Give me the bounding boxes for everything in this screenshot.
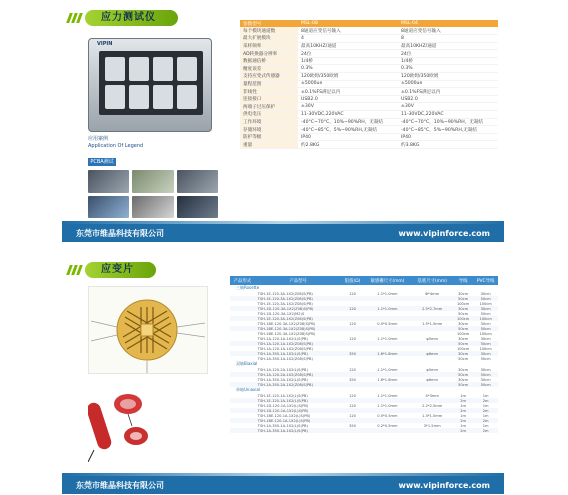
device-channel-panel — [99, 51, 203, 115]
spec-header: MSL-08 — [298, 20, 398, 27]
product-cell: 4*3mm — [425, 393, 439, 398]
product-cell: 100cm — [473, 316, 498, 321]
spec-value: ±5000ue — [298, 80, 398, 88]
product-cell: 120 — [349, 393, 356, 398]
product-model: TSH-1A-350-1A-1X2(L)S(PB) — [257, 423, 308, 428]
product-cell: 1.6*1.8mm — [377, 377, 398, 382]
product-model: TSH-1A-120-1A-1X2(Z08)S(PB) — [257, 346, 313, 351]
spec-value: 最高10KHZ/通道 — [398, 42, 498, 50]
rosette-gauge-illustration — [89, 287, 207, 373]
product-model: TSH-1A-120-1A-1X2(L)S(PB) — [257, 336, 308, 341]
spec-value: 1/4桥 — [398, 57, 498, 65]
product-cell: 30cm — [458, 367, 469, 372]
spec-param: 支持应变式传感器 — [240, 73, 298, 81]
spec-value: 约2.8KG — [298, 141, 398, 149]
spec-param: 最大扩展模块 — [240, 35, 298, 43]
product-cell: 1m — [482, 413, 489, 418]
product-cell: 1.3*1.5mm — [422, 413, 443, 418]
spec-param: 每个模块通道数 — [240, 27, 298, 35]
product-cell: 120 — [349, 403, 356, 408]
product-model: TSH-1BE-120-3A-1X2(Z08)S(PB) — [257, 331, 316, 336]
product-table-header: 敏感栅尺寸(mm) — [363, 276, 411, 285]
product-table-header: 产品形式 — [230, 276, 255, 285]
product-cell: 1.1*1.0mm — [377, 336, 398, 341]
product-cell: 50cm — [473, 326, 498, 331]
application-label-cn: 应用案例 — [88, 136, 109, 142]
product-cell: 2.5*2.7mm — [411, 306, 453, 311]
product-cell: 1.1*1.0mm — [377, 393, 398, 398]
product-cell — [342, 428, 364, 433]
spec-value: 0.3% — [298, 65, 398, 73]
product-cell: 50cm — [473, 382, 498, 387]
spec-value: 8通道应变信号输入 — [398, 27, 498, 35]
spec-row — [240, 50, 498, 58]
product-model: TSH-1D-120-3A-1X2(Z08)S(PB) — [255, 306, 342, 311]
spec-value: ±30V — [398, 103, 498, 111]
product-model: TSH-1BE-120-3A-1X2(Z08)S(PB) — [257, 321, 316, 326]
product-cell: 120 — [349, 291, 356, 296]
product-model: TSH-1BE-120-3A-1X2(Z08)S(PB) — [255, 326, 342, 331]
product-cell: 30cm — [480, 367, 491, 372]
product-model: TSH-1E-120-1A-1X2(L)S(PB) — [257, 393, 308, 398]
spec-value: 4 — [298, 35, 398, 43]
product-cell: 1.1*1.0mm — [377, 367, 398, 372]
footer-bar — [62, 224, 504, 242]
application-photo — [132, 170, 173, 193]
product-cell: 0.2*0.5mm — [377, 423, 398, 428]
product-cell: 50cm — [480, 311, 491, 316]
spec-value: 120欧姆/350欧姆 — [398, 73, 498, 81]
spec-row — [240, 42, 498, 50]
product-cell: φ5mm — [426, 336, 439, 341]
product-cell: 30cm — [473, 306, 498, 311]
product-model: TSH-1BE-120-1A-1X2(L)S(PB) — [255, 418, 342, 423]
rosette-gauge-image — [88, 286, 208, 374]
spec-value: 8 — [398, 35, 498, 43]
pcba-test-tag: PCBA测试 — [88, 158, 116, 166]
section-title: 应变片 — [85, 262, 156, 278]
product-cell: 2m — [453, 418, 473, 423]
product-table-header: 阻值(Ω) — [342, 276, 364, 285]
product-cell: 0.5*0.5mm — [377, 413, 398, 418]
product-cell: 1.1*1.0mm — [363, 306, 411, 311]
device-logo: VIPIN — [97, 41, 113, 47]
product-cell: 120 — [349, 321, 356, 326]
spec-param: 连接接口 — [240, 95, 298, 103]
product-cell: 120 — [349, 367, 356, 372]
product-model: TSH-1E-120-1A-1X2(L)S(PB) — [255, 398, 342, 403]
section-title-bar — [68, 10, 178, 26]
spec-value: USB2.0 — [398, 95, 498, 103]
product-cell: 100cm — [479, 301, 492, 306]
spec-param: 量程范围 — [240, 80, 298, 88]
product-cell: 120 — [342, 306, 364, 311]
product-cell: Φ*4mm — [425, 291, 440, 296]
spec-value: 8通道应变信号输入 — [298, 27, 398, 35]
spec-row — [240, 133, 498, 141]
section-title-bar — [68, 262, 156, 278]
spec-header: MSL-04 — [398, 20, 498, 27]
product-model: TSH-1A-350-1A-1X2(L)S(PB) — [255, 428, 342, 433]
product-cell: 100cm — [456, 346, 470, 351]
product-cell: 2.2*2.5mm — [422, 403, 443, 408]
product-model: TSH-1A-120-1A-1X2(Z08)S(PB) — [255, 341, 342, 346]
company-name: 东莞市维晶科技有限公司 — [76, 480, 164, 490]
product-cell: 2m — [453, 428, 473, 433]
spec-param: 精度误差 — [240, 65, 298, 73]
cylindrical-gauge-image — [88, 382, 158, 462]
product-cell: 1m — [460, 423, 467, 428]
product-cell: 350 — [349, 377, 356, 382]
spec-value: ±0.1%FS满足以内 — [398, 88, 498, 96]
product-cell: 30cm — [453, 351, 473, 356]
product-table-header: 产品型号 — [255, 276, 342, 285]
product-cell: 100cm — [453, 316, 473, 321]
spec-value: IP40 — [398, 133, 498, 141]
spec-row — [240, 80, 498, 88]
product-cell: 30cm — [480, 321, 491, 326]
application-photos — [88, 170, 218, 218]
product-cell: 30cm — [480, 336, 491, 341]
product-cell: 350 — [349, 423, 356, 428]
product-cell: 30cm — [458, 336, 469, 341]
spec-row — [240, 111, 498, 119]
spec-param: 供电电压 — [240, 111, 298, 119]
product-cell: 0.5*0.5mm — [377, 321, 398, 326]
website-link[interactable]: www.vipinforce.com — [398, 228, 490, 238]
spec-value: 最高10KHZ/通道 — [298, 42, 398, 50]
product-cell: 30cm — [473, 351, 498, 356]
spec-value: IP40 — [298, 133, 398, 141]
spec-table — [240, 20, 498, 149]
product-model: TSH-1D-120-1A-1X2(L)S(PB) — [257, 403, 309, 408]
title-decoration — [68, 265, 81, 275]
product-cell — [411, 428, 453, 433]
spec-value: 120欧姆/350欧姆 — [298, 73, 398, 81]
product-category: 单轴Uniaxial — [236, 387, 261, 392]
product-cell: 50cm — [480, 356, 491, 361]
product-cell: 100cm — [456, 301, 470, 306]
spec-param: 存储环境 — [240, 126, 298, 134]
spec-row — [240, 88, 498, 96]
product-model: TSH-1BE-120-1A-1X2(L)S(PB) — [257, 413, 311, 418]
product-model: TSH-1E-120-3A-1X2(Z08)S(PB) — [255, 296, 342, 301]
spec-param: 采样频率 — [240, 42, 298, 50]
product-category: 三轴Rosette — [236, 285, 260, 290]
application-photo — [132, 196, 173, 219]
spec-row — [240, 27, 498, 35]
product-cell: 100cm — [456, 331, 470, 336]
application-photo — [177, 196, 218, 219]
product-cell: 1m — [482, 423, 489, 428]
product-cell: 50cm — [458, 356, 469, 361]
product-cell: 120 — [349, 413, 356, 418]
spec-header: 参数型号 — [240, 20, 298, 27]
spec-value: 24位 — [398, 50, 498, 58]
product-cell: φ6mm — [411, 351, 453, 356]
section-title: 应力测试仪 — [85, 10, 178, 26]
product-cell: 50cm — [453, 341, 473, 346]
product-cell: 50cm — [453, 382, 473, 387]
footer-bar — [62, 476, 504, 494]
product-cell: 50cm — [473, 296, 498, 301]
product-model: TSH-1E-120-3A-1X2(Z08)S(PB) — [257, 291, 313, 296]
product-cell: 1m — [460, 413, 467, 418]
spec-value: 0.3% — [398, 65, 498, 73]
spec-value: 约3.8KG — [398, 141, 498, 149]
product-cell: φ5mm — [426, 367, 439, 372]
product-cell: 2m — [473, 408, 498, 413]
product-cell: 1m — [482, 393, 489, 398]
spec-row — [240, 141, 498, 149]
spec-value: 1/4桥 — [298, 57, 398, 65]
spec-param: 数据通信桥 — [240, 57, 298, 65]
product-cell: 350 — [342, 351, 364, 356]
product-cell: 30cm — [458, 291, 469, 296]
spec-row — [240, 126, 498, 134]
product-model: TSH-1D-120-1A-1X2(L)S(PB) — [255, 408, 342, 413]
spec-param: 防护等级 — [240, 133, 298, 141]
spec-value: ±5000ue — [398, 80, 498, 88]
spec-param: 重量 — [240, 141, 298, 149]
application-photo — [88, 170, 129, 193]
product-form-cell — [230, 428, 255, 433]
product-table — [230, 276, 498, 433]
product-cell: 30cm — [480, 291, 491, 296]
product-cell: 30cm — [453, 306, 473, 311]
spec-row — [240, 95, 498, 103]
product-cell: 2m — [473, 418, 498, 423]
product-cell: 2m — [473, 398, 498, 403]
product-model: TSH-1A-350-1A-1X2(Z08)S(PB) — [257, 356, 313, 361]
product-cell: 30cm — [458, 377, 469, 382]
spec-value: 11-30VDC,220VAC — [398, 111, 498, 119]
spec-param: AD转换器分辨率 — [240, 50, 298, 58]
spec-row — [240, 118, 498, 126]
product-cell: 50cm — [473, 341, 498, 346]
product-category: 双轴Biaxial — [236, 361, 258, 366]
spec-value: 24位 — [298, 50, 398, 58]
product-cell: 50cm — [453, 326, 473, 331]
spec-row — [240, 57, 498, 65]
product-cell: 50cm — [453, 296, 473, 301]
product-cell: 1m — [460, 403, 467, 408]
spec-row — [240, 65, 498, 73]
product-cell: 1.6*1.8mm — [363, 351, 411, 356]
product-cell: 1m — [460, 393, 467, 398]
product-table-header: 导线 — [453, 276, 473, 285]
product-cell: 100cm — [479, 346, 492, 351]
product-table-header: 基底尺寸(mm) — [411, 276, 453, 285]
product-cell: 2m — [453, 408, 473, 413]
spec-value: 11-30VDC,220VAC — [298, 111, 398, 119]
product-model: TSH-1A-120-2A-1X2(L)S(PB) — [257, 367, 308, 372]
strain-gauge-panel — [62, 258, 504, 494]
product-cell: 1m — [482, 403, 489, 408]
product-cell: 120 — [349, 336, 356, 341]
product-model: TSH-1A-120-2A-1X2(Z08)S(PB) — [255, 372, 342, 377]
spec-param: 非线性 — [240, 88, 298, 96]
stress-tester-panel — [62, 6, 504, 242]
product-table-header: PVC导线 — [473, 276, 498, 285]
website-link[interactable]: www.vipinforce.com — [398, 480, 490, 490]
spec-value: USB2.0 — [298, 95, 398, 103]
spec-row — [240, 73, 498, 81]
product-cell: 1.1*1.0mm — [377, 403, 398, 408]
title-decoration — [68, 13, 81, 23]
spec-value: -40°C~70°C，10%~90%RH，无凝结 — [398, 118, 498, 126]
application-label — [88, 136, 143, 150]
spec-value: -40°C~70°C，10%~90%RH，无凝结 — [298, 118, 398, 126]
product-cell: 1.5*1.5mm — [422, 321, 443, 326]
spec-value: ±0.1%FS满足以内 — [298, 88, 398, 96]
spec-param: 两端子过压保护 — [240, 103, 298, 111]
product-cell: 30cm — [480, 377, 491, 382]
product-model: TSH-1E-120-3A-1X2(Z08)S(PB) — [257, 301, 313, 306]
product-cell: 1.1*1.0mm — [377, 291, 398, 296]
spec-value: -40°C~85°C，5%~90%RH,无凝结 — [398, 126, 498, 134]
application-label-en: Application Of Legend — [88, 143, 144, 149]
spec-row — [240, 103, 498, 111]
product-cell: 50cm — [473, 372, 498, 377]
product-cell: 50cm — [453, 372, 473, 377]
product-cell: 3*1.5mm — [423, 423, 441, 428]
product-model: TSH-1A-350-1A-1X2(L)S(PB) — [255, 351, 342, 356]
cylindrical-gauge-illustration — [88, 382, 158, 462]
product-cell: φ6mm — [426, 377, 439, 382]
product-cell: 100cm — [479, 331, 492, 336]
product-cell: 2m — [453, 398, 473, 403]
spec-value: ±30V — [298, 103, 398, 111]
product-cell — [363, 428, 411, 433]
stress-tester-device-image — [88, 38, 212, 132]
spec-row — [240, 35, 498, 43]
product-cell: 50cm — [458, 311, 469, 316]
company-name: 东莞市维晶科技有限公司 — [76, 228, 164, 238]
spec-param: 工作环境 — [240, 118, 298, 126]
product-cell: 30cm — [458, 321, 469, 326]
application-photo — [88, 196, 129, 219]
product-model: TSH-1A-350-2A-1X2(L)S(PB) — [257, 377, 308, 382]
application-photo — [177, 170, 218, 193]
product-model: TSH-1D-120-3A-1X2(M2)S — [257, 311, 305, 316]
product-row — [230, 428, 498, 433]
product-model: TSH-1A-350-2A-1X2(Z08)S(PB) — [255, 382, 342, 387]
product-cell: 2m — [473, 428, 498, 433]
product-model: TSH-1E-120-3A-1X2(Z08)S(PB) — [255, 316, 342, 321]
spec-value: -40°C~85°C，5%~90%RH,无凝结 — [298, 126, 398, 134]
